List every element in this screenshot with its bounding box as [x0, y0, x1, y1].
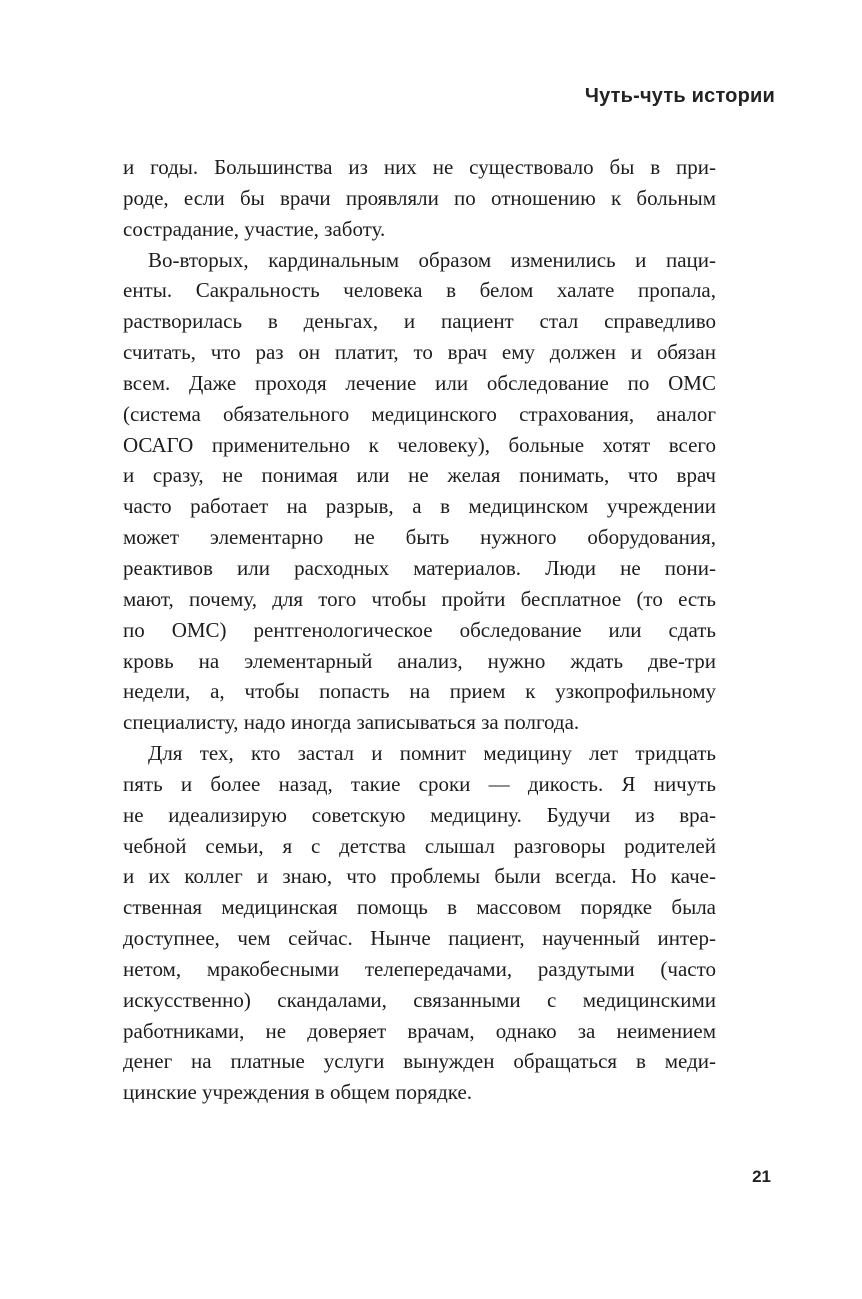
text-line: растворилась в деньгах, и пациент стал справедливо — [123, 309, 716, 334]
text-line: сострадание, участие, заботу. — [123, 216, 386, 241]
text-line: всем. Даже проходя лечение или обследование по ОМС — [123, 370, 716, 395]
text-line: работниками, не доверяет врачам, однако за неимением — [123, 1018, 716, 1043]
text-line: часто работает на разрыв, а в медицинском учреждении — [123, 494, 716, 519]
text-line: реактивов или расходных материалов. Люди не пони- — [123, 555, 716, 580]
text-line: кровь на элементарный анализ, нужно ждать две-три — [123, 648, 716, 673]
text-line: специалисту, надо иногда записываться за полгода. — [123, 710, 580, 735]
text-line: ственная медицинская помощь в массовом порядке была — [123, 895, 716, 920]
text-line: денег на платные услуги вынужден обращаться в меди- — [123, 1049, 716, 1074]
text-line: и их коллег и знаю, что проблемы были всегда. Но каче- — [123, 864, 716, 889]
text-line: Для тех, кто застал и помнит медицину лет тридцать — [148, 741, 716, 766]
text-line: чебной семьи, я с детства слышал разговоры родителей — [123, 833, 716, 858]
text-line: ОСАГО применительно к человеку), больные хотят всего — [123, 432, 716, 457]
text-line: нетом, мракобесными телепередачами, раздутыми (часто — [123, 956, 716, 981]
text-line: пять и более назад, такие сроки — дикость. Я ничуть — [123, 771, 716, 796]
text-line: и годы. Большинства из них не существовало бы в при- — [123, 155, 716, 179]
text-line: енты. Сакральность человека в белом халате пропала, — [123, 278, 716, 303]
text-line: мают, почему, для того чтобы пройти бесплатное (то есть — [123, 586, 716, 611]
text-line: и сразу, не понимая или не желая понимать, что врач — [123, 463, 716, 488]
text-line: доступнее, чем сейчас. Нынче пациент, наученный интер- — [123, 926, 716, 951]
text-line: (система обязательного медицинского страхования, аналог — [123, 401, 716, 426]
text-line: по ОМС) рентгенологическое обследование или сдать — [123, 617, 716, 642]
text-line: искусственно) скандалами, связанными с медицинскими — [123, 987, 716, 1012]
text-line: роде, если бы врачи проявляли по отношению к больным — [123, 185, 716, 210]
text-line: не идеализирую советскую медицину. Будучи из вра- — [123, 802, 716, 827]
text-line: может элементарно не быть нужного оборудования, — [123, 525, 716, 550]
text-line: считать, что раз он платит, то врач ему должен и обязан — [123, 340, 716, 365]
running-header: Чуть-чуть истории — [584, 85, 775, 107]
text-line: Во-вторых, кардинальным образом изменились и паци- — [148, 247, 716, 272]
body-text — [123, 152, 716, 1108]
page-number: 21 — [752, 1167, 771, 1186]
text-line: цинские учреждения в общем порядке. — [123, 1080, 473, 1105]
text-line: недели, а, чтобы попасть на прием к узкопрофильному — [123, 679, 716, 704]
